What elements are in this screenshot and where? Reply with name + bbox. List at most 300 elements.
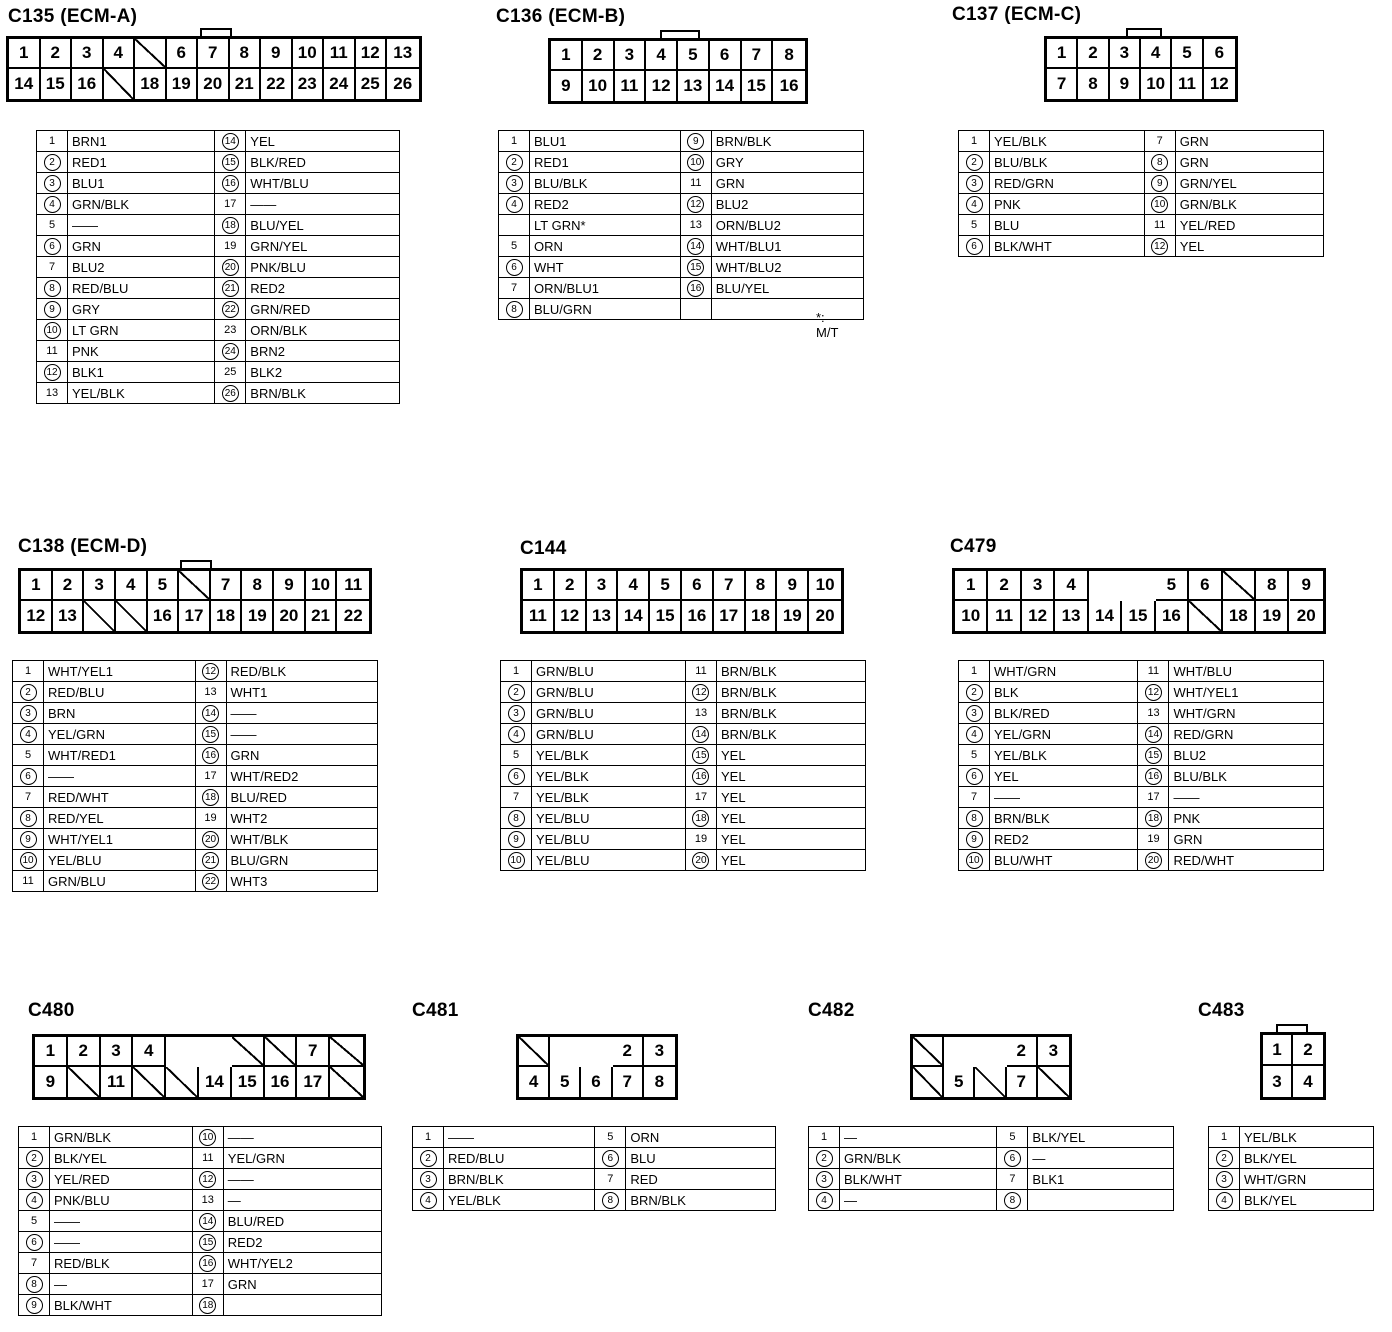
pin-cavity: 3 xyxy=(1038,1037,1069,1067)
wire-color: BLU1 xyxy=(530,131,681,152)
pin-number: 11 xyxy=(1144,215,1175,236)
pin-number: 19 xyxy=(1138,829,1169,850)
pin-number xyxy=(195,787,226,808)
wire-color: WHT/YEL1 xyxy=(44,829,196,850)
pin-number-label: 10 xyxy=(966,852,983,869)
pin-number: 1 xyxy=(37,131,68,152)
pin-cavity: 6 xyxy=(710,41,742,71)
wire-color: RED xyxy=(626,1169,776,1190)
connector-face xyxy=(516,1034,678,1100)
wire-color: YEL/BLK xyxy=(532,745,686,766)
pin-cavity: 15 xyxy=(41,69,73,99)
pin-number-label: 12 xyxy=(687,196,704,213)
wire-color: BRN/BLK xyxy=(990,808,1138,829)
wire-color: WHT/BLU xyxy=(1169,661,1324,682)
table-row xyxy=(413,1169,776,1190)
wire-color: — xyxy=(840,1190,997,1211)
pin-cavity: 3 xyxy=(587,571,619,601)
pin-number-label: 6 xyxy=(506,259,523,276)
pin-cavity: 10 xyxy=(306,571,338,601)
wire-color: GRN/BLK xyxy=(68,194,215,215)
pin-number-label: 14 xyxy=(687,238,704,255)
connector-face xyxy=(18,568,372,634)
pin-cavity: 6 xyxy=(682,571,714,601)
wire-color: BRN/BLK xyxy=(716,724,865,745)
blank-cavity xyxy=(265,1037,298,1067)
pin-number xyxy=(595,1148,626,1169)
pin-number: 1 xyxy=(413,1127,444,1148)
pin-table xyxy=(958,130,1324,257)
pin-number-label: 8 xyxy=(26,1276,43,1293)
table-row xyxy=(37,194,400,215)
pin-number xyxy=(680,152,711,173)
pin-number-label: 2 xyxy=(20,684,37,701)
wire-color: RED/BLK xyxy=(226,661,378,682)
blank-cavity xyxy=(1223,571,1256,601)
pin-cavity: 11 xyxy=(1172,69,1203,99)
pin-cavity: 4 xyxy=(116,571,148,601)
pin-number xyxy=(501,703,532,724)
pin-cavity: 24 xyxy=(324,69,356,99)
pin-number: 5 xyxy=(499,236,530,257)
pin-cavity: 13 xyxy=(53,601,85,631)
wire-color: YEL/RED xyxy=(1175,215,1323,236)
wire-color: BRN/BLK xyxy=(716,682,865,703)
table-row xyxy=(809,1127,1174,1148)
wire-color: YEL xyxy=(990,766,1138,787)
wire-color: BLK/YEL xyxy=(1240,1148,1374,1169)
pin-table xyxy=(808,1126,1174,1211)
wire-color: —— xyxy=(50,1232,193,1253)
pin-cavity: 12 xyxy=(21,601,53,631)
wire-color: GRN xyxy=(1175,131,1323,152)
wire-color: GRN/BLU xyxy=(532,703,686,724)
wire-color: WHT/GRN xyxy=(990,661,1138,682)
pin-number xyxy=(501,682,532,703)
pin-cavity: 4 xyxy=(133,1037,166,1067)
pin-number: 5 xyxy=(37,215,68,236)
pin-cavity: 10 xyxy=(293,39,325,69)
wire-color: BLU xyxy=(626,1148,776,1169)
wire-color: ORN/BLU2 xyxy=(711,215,863,236)
table-row xyxy=(499,173,864,194)
pin-number-label: 14 xyxy=(202,705,219,722)
wire-color: RED/GRN xyxy=(1169,724,1324,745)
wire-color: BLK/WHT xyxy=(840,1169,997,1190)
pin-number xyxy=(215,299,246,320)
pin-cavity: 2 xyxy=(1007,1037,1038,1067)
wire-color: BRN/BLK xyxy=(711,131,863,152)
pin-number xyxy=(1144,173,1175,194)
table-row xyxy=(13,808,378,829)
pin-cavity: 16 xyxy=(72,69,104,99)
wire-color: BLU2 xyxy=(1169,745,1324,766)
pin-number: 17 xyxy=(215,194,246,215)
wire-color: BLK/YEL xyxy=(50,1148,193,1169)
blank-cavity xyxy=(913,1067,944,1097)
connector-key xyxy=(200,28,232,36)
connector-title: C479 xyxy=(950,536,997,557)
pin-cavity: 4 xyxy=(646,41,678,71)
wire-color: GRN/BLU xyxy=(44,871,196,892)
pin-number-label: 15 xyxy=(1145,747,1162,764)
pin-number xyxy=(1138,766,1169,787)
pin-number xyxy=(19,1190,50,1211)
pin-number-label: 6 xyxy=(20,768,37,785)
pin-number xyxy=(215,215,246,236)
wire-color: YEL/RED xyxy=(50,1169,193,1190)
pin-number-label: 2 xyxy=(508,684,525,701)
wire-color: GRN/BLU xyxy=(532,661,686,682)
table-row xyxy=(499,215,864,236)
pin-number xyxy=(501,766,532,787)
empty-space xyxy=(199,1037,232,1067)
wire-color: GRN/YEL xyxy=(246,236,400,257)
pin-number xyxy=(37,236,68,257)
pin-number-label: 18 xyxy=(222,217,239,234)
wire-color: —— xyxy=(1169,787,1324,808)
pin-cavity: 3 xyxy=(644,1037,675,1067)
pin-number-label: 6 xyxy=(966,768,983,785)
pin-number-label: 14 xyxy=(222,133,239,150)
pin-number xyxy=(959,703,990,724)
pin-number-label: 16 xyxy=(222,175,239,192)
wire-color: BLU2 xyxy=(68,257,215,278)
pin-cavity: 6 xyxy=(1189,571,1222,601)
pin-cavity: 23 xyxy=(293,69,325,99)
connector-title: C135 (ECM-A) xyxy=(8,6,138,27)
wire-color: WHT2 xyxy=(226,808,378,829)
pin-cavity: 5 xyxy=(944,1067,975,1097)
pin-number-label: 4 xyxy=(1216,1192,1233,1209)
pin-table xyxy=(500,660,866,871)
pin-number xyxy=(1144,152,1175,173)
pin-number-label: 4 xyxy=(966,196,983,213)
pin-cavity: 17 xyxy=(297,1067,330,1097)
table-row xyxy=(501,745,866,766)
pin-number-label: 21 xyxy=(202,852,219,869)
pin-number-label: 22 xyxy=(222,301,239,318)
connector-face xyxy=(1260,1032,1326,1100)
pin-cavity: 4 xyxy=(1141,39,1172,69)
wire-color: RED/WHT xyxy=(44,787,196,808)
pin-number xyxy=(195,661,226,682)
pin-cavity: 8 xyxy=(746,571,778,601)
wire-color: BRN/BLK xyxy=(444,1169,595,1190)
pin-cavity: 9 xyxy=(1290,571,1323,601)
empty-space xyxy=(1122,571,1155,601)
wire-color: BLK/YEL xyxy=(1240,1190,1374,1211)
pin-cavity: 17 xyxy=(179,601,211,631)
wire-color: ORN xyxy=(626,1127,776,1148)
table-row xyxy=(501,661,866,682)
pin-number: 7 xyxy=(499,278,530,299)
connector-face xyxy=(548,38,808,104)
wire-color: WHT xyxy=(530,257,681,278)
connector-title: C481 xyxy=(412,1000,459,1021)
pin-number xyxy=(19,1295,50,1316)
table-row xyxy=(13,703,378,724)
pin-table xyxy=(18,1126,382,1316)
pin-number: 11 xyxy=(680,173,711,194)
table-row xyxy=(501,829,866,850)
pin-number-label: 2 xyxy=(44,154,61,171)
pin-number: 13 xyxy=(685,703,716,724)
pin-cavity: 19 xyxy=(167,69,199,99)
pin-number xyxy=(680,257,711,278)
pin-number: 7 xyxy=(1144,131,1175,152)
table-row xyxy=(499,299,864,320)
table-row xyxy=(413,1127,776,1148)
wire-color: BRN/BLK xyxy=(716,703,865,724)
pin-number xyxy=(501,724,532,745)
pin-number xyxy=(685,850,716,871)
pin-number xyxy=(680,299,711,320)
table-row xyxy=(501,724,866,745)
pin-number-label: 16 xyxy=(687,280,704,297)
connector-title: C144 xyxy=(520,538,567,559)
wire-color: BLK/RED xyxy=(246,152,400,173)
wire-color: — xyxy=(50,1274,193,1295)
pin-number-label: 8 xyxy=(1004,1192,1021,1209)
wire-color: WHT1 xyxy=(226,682,378,703)
wire-color: RED/WHT xyxy=(1169,850,1324,871)
pin-number xyxy=(959,850,990,871)
table-row xyxy=(499,278,864,299)
pin-number: 7 xyxy=(595,1169,626,1190)
pin-number: 13 xyxy=(1138,703,1169,724)
wire-color: RED1 xyxy=(68,152,215,173)
pin-number xyxy=(413,1148,444,1169)
table-row xyxy=(19,1295,382,1316)
wire-color: BLK xyxy=(990,682,1138,703)
pin-cavity: 9 xyxy=(274,571,306,601)
pin-cavity: 3 xyxy=(72,39,104,69)
table-row xyxy=(959,194,1324,215)
wire-color: BLK/WHT xyxy=(50,1295,193,1316)
pin-number-label: 14 xyxy=(1145,726,1162,743)
pin-cavity: 26 xyxy=(393,74,413,93)
pin-cavity: 14 xyxy=(710,71,742,101)
pin-cavity: 13 xyxy=(1055,601,1088,631)
pin-cavity: 7 xyxy=(1047,69,1078,99)
wire-color: GRN/RED xyxy=(246,299,400,320)
pin-number xyxy=(997,1148,1028,1169)
wire-color: BLU/RED xyxy=(226,787,378,808)
pin-number xyxy=(685,682,716,703)
blank-cavity xyxy=(166,1067,199,1097)
table-row xyxy=(499,236,864,257)
pin-cavity: 3 xyxy=(1022,571,1055,601)
connector-key xyxy=(180,560,212,568)
pin-number xyxy=(215,173,246,194)
pin-cavity: 14 xyxy=(618,601,650,631)
table-row xyxy=(959,745,1324,766)
pin-number xyxy=(192,1127,223,1148)
pin-number xyxy=(37,173,68,194)
wire-color: WHT/BLU1 xyxy=(711,236,863,257)
pin-number-label: 9 xyxy=(1151,175,1168,192)
connector-title: C137 (ECM-C) xyxy=(952,4,1082,25)
pin-cavity: 2 xyxy=(1293,1035,1323,1066)
pin-number-label: 10 xyxy=(508,852,525,869)
footnote: *: M/T xyxy=(816,310,839,340)
pin-cavity: 7 xyxy=(297,1037,330,1067)
wire-color: YEL/BLK xyxy=(990,745,1138,766)
pin-number: 17 xyxy=(195,766,226,787)
wire-color: BLU xyxy=(990,215,1145,236)
pin-number-label: 16 xyxy=(202,747,219,764)
pin-cavity: 6 xyxy=(1204,39,1235,69)
pin-cavity: 19 xyxy=(1256,601,1289,631)
pin-number xyxy=(1138,808,1169,829)
pin-number xyxy=(192,1211,223,1232)
pin-cavity: 12 xyxy=(1209,74,1229,93)
connector-title: C138 (ECM-D) xyxy=(18,536,148,557)
wire-color: BLK1 xyxy=(68,362,215,383)
wire-color: BRN/BLK xyxy=(716,661,865,682)
pin-cavity: 9 xyxy=(35,1067,68,1097)
table-row xyxy=(501,682,866,703)
empty-space xyxy=(550,1037,581,1067)
pin-number-label: 3 xyxy=(966,175,983,192)
pin-cavity: 18 xyxy=(211,601,243,631)
pin-number: 1 xyxy=(499,131,530,152)
wire-color: GRN xyxy=(223,1274,381,1295)
pin-number: 7 xyxy=(997,1169,1028,1190)
pin-number-label: 4 xyxy=(44,196,61,213)
wire-color: RED1 xyxy=(530,152,681,173)
pin-number-label: 12 xyxy=(1145,684,1162,701)
wire-color: —— xyxy=(44,766,196,787)
connector-title: C482 xyxy=(808,1000,855,1021)
pin-number xyxy=(192,1253,223,1274)
wire-color: BLK/YEL xyxy=(1028,1127,1174,1148)
pin-number xyxy=(685,745,716,766)
pin-number-label: 3 xyxy=(26,1171,43,1188)
wire-color: ORN xyxy=(530,236,681,257)
wire-color: — xyxy=(1028,1148,1174,1169)
wire-color: BLU/YEL xyxy=(246,215,400,236)
pin-table xyxy=(958,660,1324,871)
pin-cavity: 5 xyxy=(550,1067,581,1097)
pin-number-label: 6 xyxy=(1004,1150,1021,1167)
table-row xyxy=(499,257,864,278)
blank-cavity xyxy=(116,601,148,631)
pin-number: 1 xyxy=(1209,1127,1240,1148)
pin-number xyxy=(959,808,990,829)
pin-number-label: 3 xyxy=(966,705,983,722)
wire-color: —— xyxy=(50,1211,193,1232)
pin-number: 17 xyxy=(192,1274,223,1295)
wire-color: YEL/GRN xyxy=(990,724,1138,745)
wire-color: RED/BLU xyxy=(444,1148,595,1169)
table-row xyxy=(809,1148,1174,1169)
pin-cavity: 18 xyxy=(1223,601,1256,631)
pin-cavity: 8 xyxy=(230,39,262,69)
wire-color: —— xyxy=(990,787,1138,808)
pin-number xyxy=(192,1295,223,1316)
pin-number xyxy=(1209,1148,1240,1169)
pin-number-label: 10 xyxy=(1151,196,1168,213)
table-row xyxy=(959,808,1324,829)
pin-number xyxy=(215,257,246,278)
pin-number-label: 15 xyxy=(692,747,709,764)
pin-cavity: 21 xyxy=(230,69,262,99)
table-row xyxy=(499,152,864,173)
pin-number-label: 2 xyxy=(966,154,983,171)
pin-number: 19 xyxy=(685,829,716,850)
pin-number xyxy=(1144,194,1175,215)
pin-number xyxy=(19,1148,50,1169)
pin-cavity: 17 xyxy=(714,601,746,631)
pin-cavity: 16 xyxy=(265,1067,298,1097)
pin-number xyxy=(215,278,246,299)
pin-cavity: 8 xyxy=(773,41,805,71)
pin-number: 11 xyxy=(1138,661,1169,682)
wire-color: BLU1 xyxy=(68,173,215,194)
table-row xyxy=(959,829,1324,850)
pin-number-label: 20 xyxy=(202,831,219,848)
pin-cavity: 11 xyxy=(615,71,647,101)
connector-title: C480 xyxy=(28,1000,75,1021)
wire-color: BLU/BLK xyxy=(990,152,1145,173)
pin-cavity: 8 xyxy=(654,1072,665,1091)
pin-cavity: 10 xyxy=(1141,69,1172,99)
pin-cavity: 18 xyxy=(135,69,167,99)
pin-number: 1 xyxy=(809,1127,840,1148)
table-row xyxy=(499,194,864,215)
pin-number-label: 12 xyxy=(692,684,709,701)
pin-number xyxy=(13,850,44,871)
pin-number: 7 xyxy=(37,257,68,278)
table-row xyxy=(13,787,378,808)
pin-cavity: 6 xyxy=(167,39,199,69)
blank-cavity xyxy=(1189,601,1222,631)
wire-color: BRN1 xyxy=(68,131,215,152)
pin-number: 7 xyxy=(959,787,990,808)
wire-color: RED2 xyxy=(530,194,681,215)
wire-color: YEL/BLK xyxy=(532,766,686,787)
table-row xyxy=(19,1190,382,1211)
wire-color: BLK/RED xyxy=(990,703,1138,724)
wire-color: BRN/BLK xyxy=(246,383,400,404)
pin-number xyxy=(413,1190,444,1211)
pin-number: 7 xyxy=(501,787,532,808)
pin-cavity: 1 xyxy=(551,41,583,71)
pin-number-label: 9 xyxy=(966,831,983,848)
pin-cavity: 13 xyxy=(678,71,710,101)
wire-color: BLU/WHT xyxy=(990,850,1138,871)
wire-color: —— xyxy=(444,1127,595,1148)
pin-number: 5 xyxy=(501,745,532,766)
pin-number xyxy=(19,1169,50,1190)
pin-cavity: 11 xyxy=(101,1067,134,1097)
pin-cavity: 3 xyxy=(84,571,116,601)
pin-cavity: 3 xyxy=(101,1037,134,1067)
pin-number-label: 12 xyxy=(202,663,219,680)
pin-number-label: 15 xyxy=(199,1234,216,1251)
pin-table xyxy=(412,1126,776,1211)
table-row xyxy=(1209,1127,1374,1148)
wire-color: ORN/BLK xyxy=(246,320,400,341)
pin-number xyxy=(501,850,532,871)
pin-number xyxy=(1209,1190,1240,1211)
empty-space xyxy=(581,1037,612,1067)
wire-color: RED2 xyxy=(990,829,1138,850)
pin-number-label: 18 xyxy=(1145,810,1162,827)
wire-color: BLU/BLK xyxy=(530,173,681,194)
